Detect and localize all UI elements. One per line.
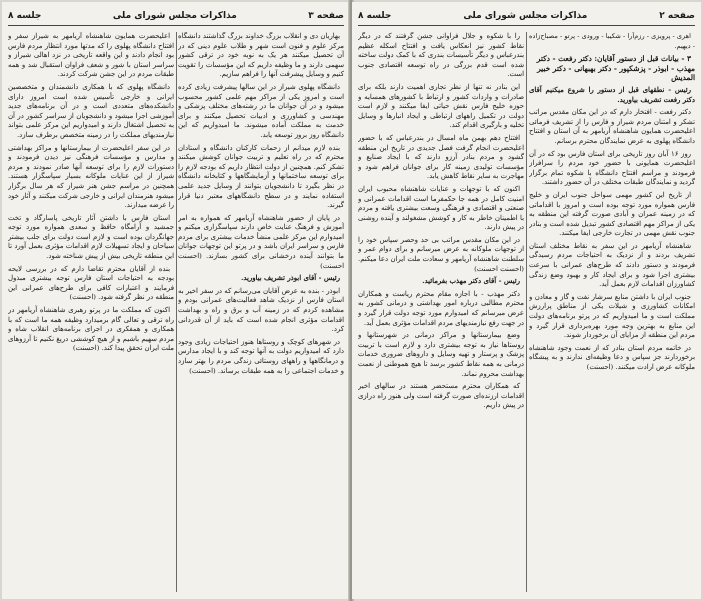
paragraph: وضع بیمارستانها و مراکز درمانی در شهرستانها و روستاها نیاز به توجه بیشتری دارد و لازم است با تربیت پزشک و پرستار و تهیه وسایل و داروهای ضروری خدمات درمانی به همه نقاط کشور برسد تا هیچ هموطنی از نعمت بهداشت محروم نماند. bbox=[358, 331, 524, 378]
page-number: صفحه ۳ bbox=[308, 10, 344, 21]
speaker-paragraph: رئیس - آقای ابوذر تشریف بیاورید. bbox=[240, 274, 340, 283]
paragraph: در پایان از حضور شاهنشاه آریامهر که همواره به امر آموزش و فرهنگ عنایت خاص دارند سپاسگزاری میکنم و امیدوارم این مرکز علمی منشأ خدمات بیشتری برای مردم فارس و سراسر ایران باشد و در پرتو این توجهات جوانان ما بتوانند آینده درخشانی برای کشور بسازند. (احسنت احسنت) bbox=[178, 213, 344, 270]
right-page bbox=[352, 2, 701, 599]
session-number: جلسه ۸ bbox=[8, 10, 42, 21]
paragraph: اهری - پرویزی - رزم‌آرا - شکیبا - ورودی - پرتو - مصباح‌زاده - دیهیم. bbox=[529, 32, 695, 50]
header-title: مذاکرات مجلس شورای ملی bbox=[463, 10, 588, 21]
paragraph: دکتر رفعت - افتخار دارم که در این مکان مقدس مراتب تشکر و امتنان مردم شیراز و فارس را از تشریف فرمائی اعلیحضرت همایون شاهنشاه آریامهر به آن استان و افتتاح دانشگاه پهلوی به عرض نمایندگان محترم برسانم. bbox=[529, 108, 695, 145]
paragraph: ابوذر - بنده به عرض آقایان می‌رسانم که در سفر اخیر به استان فارس از نزدیک شاهد فعالیت‌های عمرانی بودم و مشاهده کردم که در زمینه آب و برق و راه و بهداشت اقدامات مؤثری انجام شده است که باید از آن قدردانی کرد. bbox=[178, 286, 344, 334]
section-heading: ۳ - بیانات قبل از دستور آقایان: دکتر رفعت - دکتر مهذب - ابوذر - پزشکپور - دکتر بهبهانی - دکتر خبیر المدیش bbox=[536, 54, 695, 83]
left-page bbox=[2, 2, 350, 599]
left-page-left-column bbox=[8, 32, 174, 594]
paragraph: از تاریخ این کشور مهمی سواحل جنوب ایران و خلیج فارس همواره مورد توجه بوده است و امروز با اقداماتی که در زمینه عمران و آبادی صورت گرفته این منطقه به یکی از مراکز مهم اقتصادی کشور تبدیل شده است و بنادر جنوب نقش مهمی در تجارت خارجی ایفا میکنند. bbox=[529, 190, 695, 238]
paragraph: در شهرهای کوچک و روستاها هنوز احتیاجات زیادی وجود دارد که امیدواریم دولت به آنها توجه کند و با ایجاد مدارس و درمانگاهها و راههای روستائی زندگی مردم را بهتر سازد و خدمات اجتماعی را به همه طبقات برساند. (احسنت) bbox=[178, 337, 344, 375]
paragraph: در این سفر اعلیحضرت از بیمارستانها و مراکز بهداشتی و مدارس و مؤسسات فرهنگی نیز دیدن فرمودند و دستورات لازم را برای توسعه آنها صادر نمودند و مردم شیراز از این عنایات ملوکانه بسیار سپاسگزار هستند. همچنین در مراسم جشن هنر شیراز که هر سال برگزار میشود هنرمندان ایرانی و خارجی شرکت میکنند و آثار خود را عرضه میدارند. bbox=[8, 143, 174, 210]
right-page-right-column bbox=[529, 32, 695, 594]
paragraph: را با شکوه و جلال فراوانی جشن گرفتند که در دیگر نقاط کشور نیز انعکاس یافت و افتتاح اسکله عظیم بندرعباس و دیگر تأسیسات بندری که با کمک دولت ساخته شده است قدم بزرگی در راه توسعه اقتصادی جنوب است. bbox=[358, 32, 524, 79]
paragraph: در این مکان مقدس مراتب بی حد وحصر سپاس خود را از توجهات ملوکانه به عرض میرسانم و برای دوام عمر و سلطنت شاهنشاه آریامهر و سعادت ملت ایران دعا میکنم. (احسنت احسنت) bbox=[358, 235, 524, 273]
left-page-right-column bbox=[178, 32, 344, 594]
paragraph: شاهنشاه آریامهر در این سفر به نقاط مختلف استان تشریف بردند و از نزدیک به احتیاجات مردم رسیدگی فرمودند و دستور دادند که طرح‌های عمرانی با سرعت بیشتری اجرا شود و برای ایجاد کار و بهبود وضع زندگی کشاورزان اقدامات لازم بعمل آید. bbox=[529, 241, 695, 289]
paragraph: اکنون که با توجهات و عنایات شاهنشاه محبوب ایران امنیت کامل در همه جا حکمفرما است اقدامات عمرانی و صنعتی و اقتصادی و فرهنگی وسعت بیشتری یافته و مردم با اطمینان خاطر به کار و کوشش مشغولند و آینده روشنی در پیش دارند. bbox=[358, 184, 524, 232]
paragraph: روز ۱۶ آبان روز تاریخی برای استان فارس بود که در آن اعلیحضرت همایونی با حضور خود مردم را سرافراز فرمودند و مراسم افتتاح دانشگاه با شکوه تمام برگزار گردید و نمایندگان طبقات مختلف در آن حضور داشتند. bbox=[529, 149, 695, 187]
right-page-header bbox=[358, 6, 695, 26]
column-divider bbox=[526, 32, 527, 592]
paragraph: بنده از آقایان محترم تقاضا دارم که در بررسی لایحه بودجه به احتیاجات استان فارس توجه بیشتری مبذول فرمایند و اعتبارات کافی برای طرح‌های عمرانی این منطقه در نظر گرفته شود. (احسنت) bbox=[8, 264, 174, 302]
paragraph: اعلیحضرت همایون شاهنشاه آریامهر به شیراز سفر و افتتاح دانشگاه پهلوی را که مدتها مورد انتظار مردم فارس بود انجام دادند و این واقعه تاریخی در نزد اهالی شیراز و سراسر استان با شور و شعف فراوان استقبال شد و همه طبقات مردم در این جشن شرکت کردند. bbox=[8, 32, 174, 79]
paragraph: دکتر مهذب - با اجازه مقام محترم ریاست و همکاران محترم مطالبی درباره امور بهداشتی و درمانی کشور به عرض میرسانم که امیدوارم مورد توجه دولت قرار گیرد و در جهت رفع نیازمندیهای مردم اقدامات مؤثری بعمل آید. bbox=[358, 289, 524, 327]
paragraph: دانشگاه پهلوی شیراز در این سالها پیشرفت زیادی کرده است و امروز یکی از مراکز مهم علمی کشور محسوب میشود و در آن جوانان ما در رشته‌های مختلف پزشکی و مهندسی و کشاورزی و ادبیات تحصیل میکنند و برای خدمت به مملکت آماده میشوند. ما امیدواریم که این دانشگاه روز بروز توسعه یابد. bbox=[178, 82, 344, 139]
paragraph: بهاریان دی و انقلاب بزرگ خداوند بزرگ گذاشتند دانشگاه مرکز علوم و فنون است شهر و طلاب علوم دینی که در آن تحصیل میکنند هر یک به نوبه خود در ترقی کشور سهمی دارند و ما وظیفه داریم که این مؤسسات را تقویت کنیم و وسایل پیشرفت آنها را فراهم سازیم. bbox=[178, 32, 344, 79]
right-page-left-column bbox=[358, 32, 524, 594]
paragraph: در خاتمه مردم استان بنادر که از نعمت وجود شاهنشاه برخوردارند جز سپاس و دعا وظیفه‌ای ندارند و به پیشگاه ملوکانه عرض ارادت میکنند. (احسنت) bbox=[529, 343, 695, 371]
header-title: مذاکرات مجلس شورای ملی bbox=[112, 10, 237, 21]
paragraph: اکنون که مملکت ما در پرتو رهبری شاهنشاه آریامهر در راه ترقی و تعالی گام برمیدارد وظیفه همه ما است که با همکاری و همفکری در اجرای برنامه‌های انقلاب شاه و مردم سهیم باشیم و از هیچ کوششی دریغ نکنیم تا آرزوهای ملت ایران تحقق پیدا کند. (احسنت) bbox=[8, 306, 174, 353]
session-number: جلسه ۸ bbox=[358, 10, 392, 21]
paragraph: بنده لازم میدانم از زحمات کارکنان دانشگاه و استادان محترم که در راه تعلیم و تربیت جوانان کوشش میکنند تشکر کنم. همچنین از دولت انتظار داریم که بودجه لازم را برای توسعه ساختمانها و آزمایشگاهها و کتابخانه دانشگاه در نظر بگیرد تا دانشجویان بتوانند از وسایل جدید علمی استفاده نمایند و در سطح دانشگاههای معتبر دنیا قرار گیرند. bbox=[178, 143, 344, 210]
page-number: صفحه ۲ bbox=[659, 10, 695, 21]
paragraph: افتتاح دهم بهمن ماه امسال در بندرعباس که با حضور اعلیحضرت انجام گرفت فصل جدیدی در تاریخ این منطقه گشود و مردم بنادر آرزو دارند که با ایجاد صنایع و مؤسسات تولیدی زمینه کار برای جوانان فراهم شود و مهاجرت به سایر نقاط کاهش یابد. bbox=[358, 133, 524, 181]
speaker-paragraph: رئیس - آقای دکتر مهذب بفرمائید. bbox=[422, 277, 520, 286]
paragraph: که همکاران محترم مستحضر هستند در سالهای اخیر اقدامات ارزنده‌ای صورت گرفته است ولی هنوز راه درازی در پیش داریم. bbox=[358, 382, 524, 410]
paragraph: جنوب ایران با داشتن منابع سرشار نفت و گاز و معادن و امکانات کشاورزی و شیلات یکی از مناطق پرارزش مملکت است و ما امیدواریم که در پرتو برنامه‌های دولت این منابع به بهترین وجه مورد بهره‌برداری قرار گیرد و مردم این منطقه از مزایای آن برخوردار شوند. bbox=[529, 292, 695, 340]
column-divider bbox=[176, 32, 177, 592]
paragraph: دانشگاه پهلوی که با همکاری دانشمندان و متخصصین ایرانی و خارجی تأسیس شده است امروز دارای دانشکده‌های متعددی است و در آن برنامه‌های جدید آموزشی اجرا میشود و دانشجویان از سراسر کشور در آن به تحصیل اشتغال دارند و امیدواریم این مرکز علمی بتواند نیازمندیهای مملکت را در زمینه متخصص برطرف سازد. bbox=[8, 82, 174, 139]
speaker-paragraph: رئیس - نطقهای قبل از دستور را شروع میکنیم آقای دکتر رفعت تشریف بیاورید. bbox=[529, 85, 695, 104]
paragraph: استان فارس با داشتن آثار تاریخی پاسارگاد و تخت جمشید و آرامگاه حافظ و سعدی همواره مورد توجه جهانگردان بوده است و لازم است دولت برای جلب بیشتر سیاحان و ایجاد تسهیلات لازم اقدامات مؤثری بعمل آورد تا این منطقه تاریخی بیش از پیش شناخته شود. bbox=[8, 213, 174, 261]
paragraph: این بنادر نه تنها از نظر تجاری اهمیت دارند بلکه برای صادرات و واردات کشور و ارتباط با کشورهای همسایه و حوزه خلیج فارس نقش حیاتی ایفا میکنند و لازم است دولت در تکمیل راههای ارتباطی و ایجاد انبارها و وسایل تخلیه و بارگیری اقدام کند. bbox=[358, 82, 524, 130]
left-page-header bbox=[8, 6, 344, 26]
